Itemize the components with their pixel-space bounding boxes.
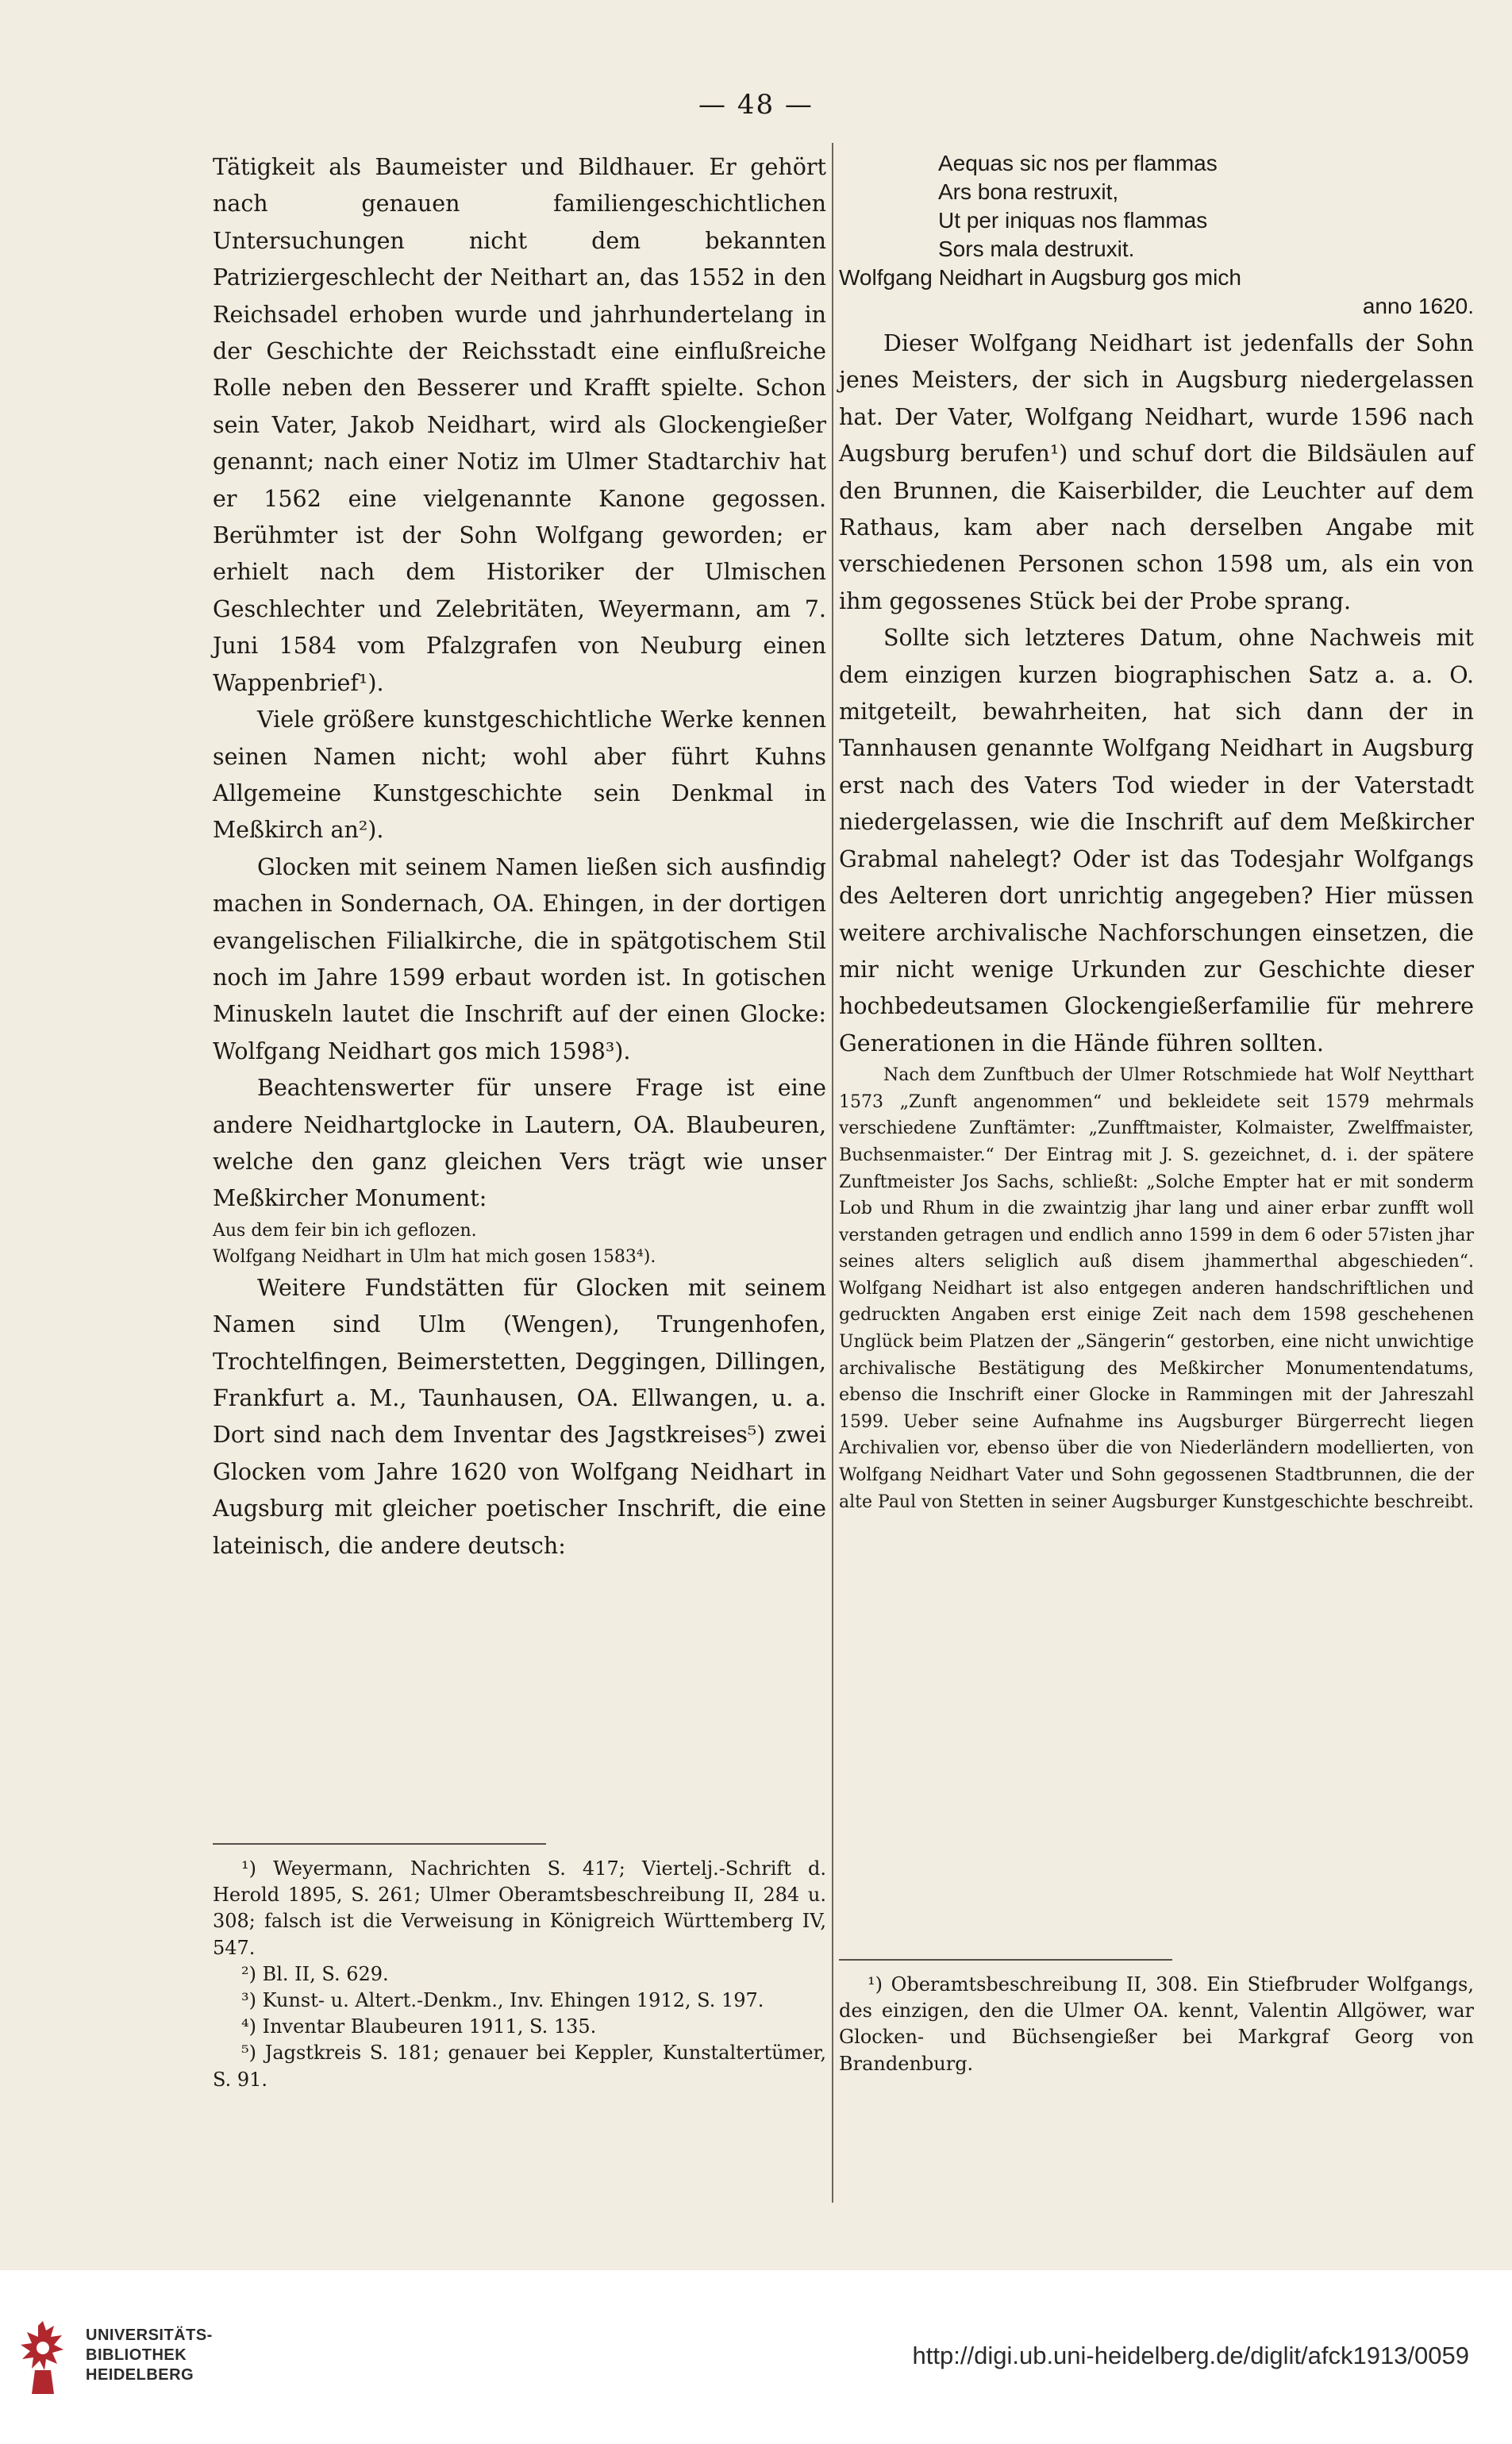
column-divider [832,143,833,2203]
body-paragraph: Dieser Wolfgang Neidhart ist jedenfalls der Sohn jenes Meisters, der sich in Augsburg niedergelassen hat. Der Vater, Wolfgang Neidhart, wurde 1596 nach Augsburg berufen¹) und schuf dort die Bildsäulen auf den Brunnen, die Kaiserbilder, die Leuchter auf dem Rathaus, kam aber nach derselben Angabe mit verschiedenen Personen schon 1598 um, als ein von ihm gegossenes Stück bei der Probe sprang. [839,330,1474,614]
latin-verse [839,149,1474,321]
footnotes-right [839,1972,1474,2077]
footer-bar [0,2270,1512,2444]
left-column [213,149,826,1565]
footnote: ¹) Oberamtsbeschreibung II, 308. Ein Stiefbruder Wolfgangs, des einzigen, den die Ulmer OA. kennt, Valentin Allgöwer, war Glocken- und Büchsengießer bei Markgraf Georg von Brandenburg. [839,1973,1474,2075]
body-paragraph: Viele größere kunstgeschichtliche Werke kennen seinen Namen nicht; wohl aber führt Kuhns Allgemeine Kunstgeschichte sein Denkmal in Meßkirch an²). [213,706,826,844]
library-line: HEIDELBERG [86,2366,194,2384]
source-url-link[interactable]: http://digi.ub.uni-heidelberg.de/diglit/afck1913/0059 [912,2342,1469,2369]
footnote: ³) Kunst- u. Altert.-Denkm., Inv. Ehingen 1912, S. 197. [241,1989,764,2012]
footnotes-left [213,1856,826,2093]
footnote: ⁵) Jagstkreis S. 181; genauer bei Keppler, Kunstaltertümer, S. 91. [213,2042,826,2091]
verse-line: Aequas sic nos per flammas [938,151,1218,175]
small-print-note: Nach dem Zunftbuch der Ulmer Rotschmiede hat Wolf Neytthart 1573 „Zunft angenommen“ und bekleidete seit 1579 mehrmals verschiedene Zunftämter: „Zunfftmaister, Kolmaister, Zwelffmaister, Buchsenmaister.“ Der Eintrag mit J. S. gezeichnet, d. i. der spätere Zunftmeister Jos Sachs, schließt: „Solche Empter hat er mit sonderm Lob und Rhum in die zwaintzig jhar lang und ainer erbar zunfft woll verstanden getragen und endlich anno 1599 in dem 6 oder 57isten jhar seines alters seliglich auß disem jhammerthal abgeschieden“. Wolfgang Neidhart ist also entgegen anderen handschriftlichen und gedruckten Angaben erst einige Zeit nach dem 1598 geschehenen Unglück beim Platzen der „Sängerin“ gestorben, eine nicht unwichtige archivalische Bestätigung des Meßkircher Monumentendatums, ebenso die Inschrift einer Glocke in Rammingen mit der Jahreszahl 1599. Ueber seine Aufnahme ins Augsburger Bürgerrecht liegen Archivalien vor, ebenso über die von Niederländern modellierten, von Wolfgang Neidhart Vater und Sohn gegossenen Stadtbrunnen, die der alte Paul von Stetten in seiner Augsburger Kunstgeschichte beschreibt. [839,1065,1474,1512]
library-line: UNIVERSITÄTS- [86,2327,213,2344]
library-name [86,2326,213,2385]
footnote-rule-left [213,1843,546,1845]
body-paragraph: Tätigkeit als Baumeister und Bildhauer. Er gehört nach genauen familiengeschichtlichen Untersuchungen nicht dem bekannten Patriziergeschlecht der Neithart an, das 1552 in den Reichsadel erhoben wurde und jahrhundertelang in der Geschichte der Reichsstadt eine einflußreiche Rolle neben den Besserer und Krafft spielte. Schon sein Vater, Jakob Neidhart, wird als Glockengießer genannt; nach einer Notiz im Ulmer Stadtarchiv hat er 1562 eine vielgenannte Kanone gegossen. Berühmter ist der Sohn Wolfgang geworden; er erhielt nach dem Historiker der Ulmischen Geschlechter und Zelebritäten, Weyermann, am 7. Juni 1584 vom Pfalzgrafen von Neuburg einen Wappenbrief¹). [213,154,826,696]
inscription-line: Aus dem feir bin ich geflozen. [213,1220,477,1241]
verse-line: Ut per iniquas nos flammas [938,208,1208,233]
body-paragraph: Beachtenswerter für unsere Frage ist eine andere Neidhartglocke in Lautern, OA. Blaubeuren, welche den ganz gleichen Vers trägt wie unser Meßkircher Monument: [213,1075,826,1212]
body-paragraph: Glocken mit seinem Namen ließen sich ausfindig machen in Sondernach, OA. Ehingen, in der dortigen evangelischen Filialkirche, die in spätgotischem Stil noch im Jahre 1599 erbaut worden ist. In gotischen Minuskeln lautet die Inschrift auf der einen Glocke: Wolfgang Neidhart gos mich 1598³). [213,853,826,1064]
verse-line: Sors mala destruxit. [938,237,1135,261]
body-paragraph: Sollte sich letzteres Datum, ohne Nachweis mit dem einzigen kurzen biographischen Satz a. a. O. mitgeteilt, bewahrheiten, hat sich dann der in Tannhausen genannte Wolfgang Neidhart in Augsburg erst nach des Vaters Tod wieder in der Vaterstadt niedergelassen, wie die Inschrift auf dem Meßkircher Grabmal nahelegt? Oder ist das Todesjahr Wolfgangs des Aelteren dort unrichtig angegeben? Hier müssen weitere archivalische Nachforschungen einsetzen, die mir nicht wenige Urkunden zur Geschichte dieser hochbedeutsamen Glockengießerfamilie für mehrere Generationen in die Hände führen sollten. [839,625,1474,1057]
library-line: BIBLIOTHEK [86,2346,187,2364]
footnote: ¹) Weyermann, Nachrichten S. 417; Viertelj.-Schrift d. Herold 1895, S. 261; Ulmer Oberamtsbeschreibung II, 284 u. 308; falsch ist die Verweisung in Königreich Württemberg IV, 547. [213,1857,826,1959]
inscription-line: Wolfgang Neidhart in Ulm hat mich gosen 1583⁴). [213,1246,656,1267]
footnote: ²) Bl. II, S. 629. [241,1962,389,1985]
right-column [839,149,1474,1515]
university-seal-icon [17,2318,68,2397]
page-number: — 48 — [698,89,814,121]
verse-line: Wolfgang Neidhart in Augsburg gos mich [839,265,1241,290]
verse-line: Ars bona restruxit, [938,179,1119,204]
footnote: ⁴) Inventar Blaubeuren 1911, S. 135. [241,2015,597,2038]
body-paragraph: Weitere Fundstätten für Glocken mit seinem Namen sind Ulm (Wengen), Trungenhofen, Trochtelfingen, Beimerstetten, Deggingen, Dillingen, Frankfurt a. M., Taunhausen, OA. Ellwangen, u. a. Dort sind nach dem Inventar des Jagstkreises⁵) zwei Glocken vom Jahre 1620 von Wolfgang Neidhart in Augsburg mit gleicher poetischer Inschrift, die eine lateinisch, die andere deutsch: [213,1274,826,1559]
verse-line: anno 1620. [1362,294,1474,318]
footnote-rule-right [839,1959,1172,1961]
